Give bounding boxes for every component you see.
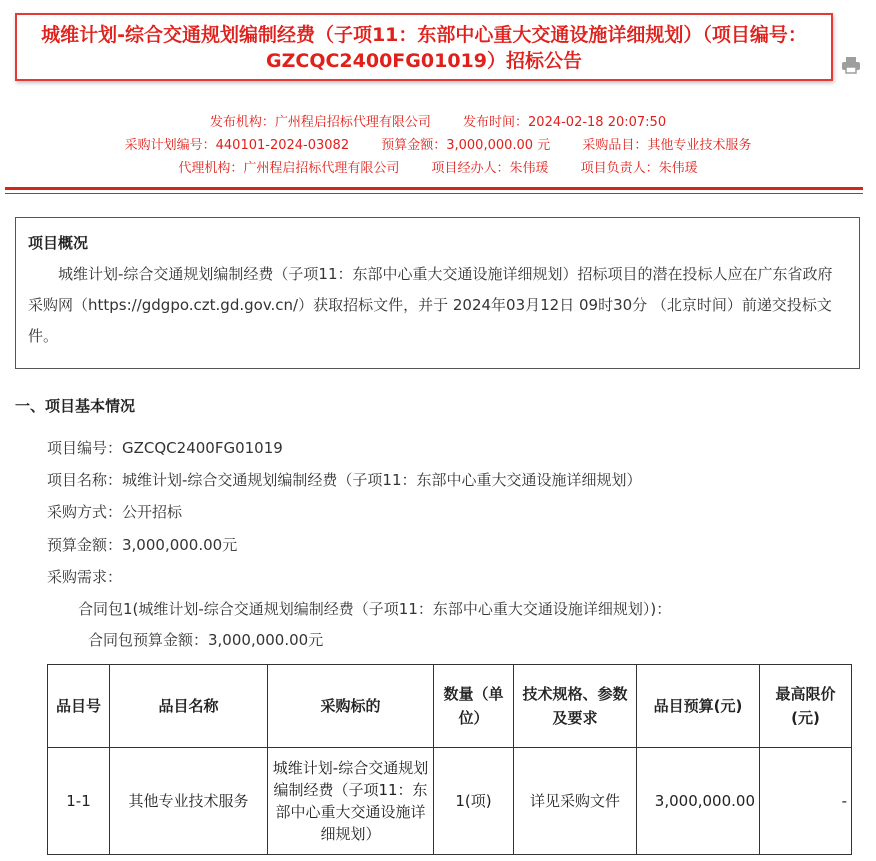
items-table	[47, 664, 852, 855]
title-line-2: GZCQC2400FG01019）招标公告	[266, 50, 582, 72]
project-name: 项目名称：城维计划-综合交通规划编制经费（子项11：东部中心重大交通设施详细规划）	[47, 471, 642, 489]
col-spec: 技术规格、参数及要求	[514, 665, 637, 748]
project-overview-box	[15, 217, 860, 369]
cell-budget: 3,000,000.00	[637, 748, 760, 855]
overview-text: 城维计划-综合交通规划编制经费（子项11：东部中心重大交通设施详细规划）招标项目的潜在投标人应在广东省政府采购网（https://gdgpo.czt.gd.gov.cn/）获取招标文件，并于 2024年03月12日 09时30分 （北京时间）前递交投标文件。	[28, 265, 833, 345]
meta-row-3	[0, 157, 876, 176]
divider-thin	[5, 193, 863, 194]
project-leader: 项目负责人：朱伟瑗	[580, 161, 698, 176]
col-budget: 品目预算(元)	[637, 665, 760, 748]
cell-subject: 城维计划-综合交通规划编制经费（子项11：东部中心重大交通设施详细规划）	[268, 748, 434, 855]
table-header-row	[48, 665, 852, 748]
publish-time: 发布时间：2024-02-18 20:07:50	[463, 115, 667, 130]
cell-max-price: -	[760, 748, 852, 855]
cell-item-no: 1-1	[48, 748, 110, 855]
cell-quantity: 1(项)	[434, 748, 514, 855]
contract-package: 合同包1(城维计划-综合交通规划编制经费（子项11：东部中心重大交通设施详细规划）)：	[78, 600, 672, 618]
procurement-category: 采购品目：其他专业技术服务	[582, 138, 752, 153]
publisher: 发布机构：广州程启招标代理有限公司	[209, 115, 431, 130]
col-subject: 采购标的	[268, 665, 434, 748]
cell-spec: 详见采购文件	[514, 748, 637, 855]
overview-title: 项目概况	[28, 234, 89, 252]
title-line-1: 城维计划-综合交通规划编制经费（子项11：东部中心重大交通设施详细规划）（项目编号：	[41, 24, 807, 46]
meta-row-2	[0, 134, 876, 153]
meta-row-1	[0, 111, 876, 130]
page-title	[15, 13, 833, 81]
agency: 代理机构：广州程启招标代理有限公司	[178, 161, 400, 176]
project-number: 项目编号：GZCQC2400FG01019	[47, 439, 283, 457]
procurement-demand: 采购需求：	[47, 568, 123, 586]
cell-item-name: 其他专业技术服务	[110, 748, 268, 855]
divider-thick	[5, 187, 863, 190]
plan-number: 采购计划编号：440101-2024-03082	[124, 138, 350, 153]
col-item-name: 品目名称	[110, 665, 268, 748]
col-max-price: 最高限价(元)	[760, 665, 852, 748]
procurement-method: 采购方式：公开招标	[47, 503, 183, 521]
budget-amount: 预算金额：3,000,000.00 元	[381, 138, 551, 153]
printer-icon[interactable]	[841, 55, 861, 75]
package-budget: 合同包预算金额：3,000,000.00元	[88, 631, 324, 649]
budget-line: 预算金额：3,000,000.00元	[47, 536, 238, 554]
table-row	[48, 748, 852, 855]
project-handler: 项目经办人：朱伟瑗	[431, 161, 549, 176]
col-item-no: 品目号	[48, 665, 110, 748]
section-heading: 一、项目基本情况	[15, 397, 136, 415]
col-quantity: 数量（单位）	[434, 665, 514, 748]
